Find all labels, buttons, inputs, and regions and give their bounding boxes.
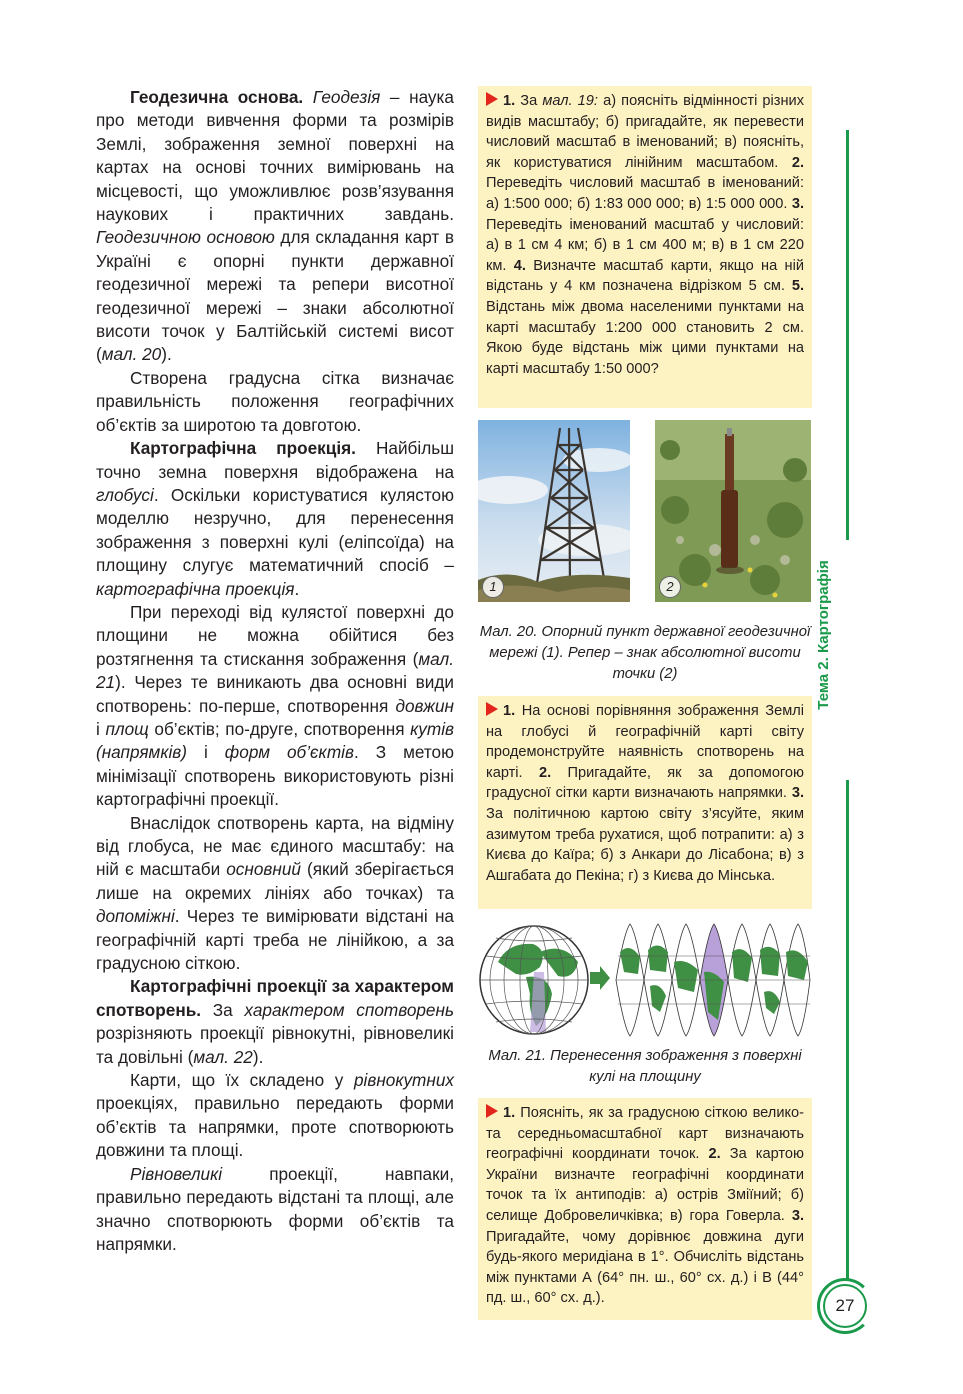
section-heading: Картографічна проекція. (130, 438, 356, 459)
side-divider-line-bottom (846, 780, 849, 1280)
figure-20-caption: Мал. 20. Опорний пункт державної геодезичної мережі (1). Репер – знак абсолютної висоти точки (2) (479, 624, 811, 682)
globe-to-map-figure (478, 922, 812, 1040)
paragraph-projection-types: Картографічні проекції за характером спотворень. За характером спотворень розрізняють проекції рівнокутні, рівновеликі та довільні (мал. 22). (96, 976, 454, 1067)
paragraph-grid: Створена градусна сітка визначає правильність положення географічних об’єктів за широтою та довготою. (96, 367, 454, 435)
photo-number-badge: 1 (482, 576, 504, 598)
play-marker-icon (486, 92, 498, 106)
figure-21-caption: Мал. 21. Перенесення зображення з поверхні кулі на площину (488, 1048, 802, 1085)
section-heading: Геодезична основа. (130, 87, 304, 107)
side-divider-line-top (846, 130, 849, 540)
main-text-column (96, 86, 454, 1256)
paragraph-scale: Внаслідок спотворень карта, на відміну від глобуса, не має єдиного масштабу: на ній є масштаби основний (який зберігається лише на окремих лініях або точках) та допоміжні. Через те вимірювати відстані на географічній карті треба не лінійкою, а за градусною сіткою. (96, 812, 454, 974)
questions-box-scale: 1. За мал. 19: а) поясніть відмінності різних видів масштабу; б) пригадайте, як перевести числовий масштаб в іменований; в) поясніть, як користуватися лінійним масштабом. 2. Переведіть числовий масштаб в іменований: а) 1:500 000; б) 1:83 000 000; в) 1:5 000 000. 3. Переведіть іменований масштаб у числовий: а) в 1 см 4 км; б) в 1 см 400 м; в) в 1 см 220 км. 4. Визначте масштаб карти, якщо на ній відстань у 4 км позначена відрізком 5 см. 5. Відстань між двома населеними пунктами на карті масштабу 1:200 000 становить 2 см. Якою буде відстань між цими пунктами на карті масштабу 1:50 000? (478, 86, 812, 408)
paragraph-conformal: Карти, що їх складено у рівнокутних проекціях, правильно передають форми об’єктів та напрямки, проте спотворюють довжини та площі. (96, 1070, 454, 1161)
page-number: 27 (823, 1284, 867, 1328)
photo-number-badge: 2 (659, 576, 681, 598)
chapter-side-tab: Тема 2. Картографія (815, 560, 832, 710)
paragraph-distortions: При переході від кулястої поверхні до площини не можна обійтися без розтягнення та стискання зображення (мал. 21). Через те виникають два основні види спотворень: по-перше, спотворення довжин і площ об’єктів; по-друге, спотворення кутів (напрямків) і форм об’єктів. З метою мінімізації спотворень використовують різні картографічні проекції. (96, 601, 455, 810)
play-marker-icon (486, 702, 498, 716)
paragraph-geodesic-basis: Геодезична основа. Геодезія – наука про методи вивчення форми та розмірів Землі, зображення земної поверхні на картах на основі точних вимірювань на місцевості, що уможливлює розв’язування наукових і практичних завдань. Геодезичною основою для складання карт в Україні є опорні пункти державної геодезичної мережі та репери висотної геодезичної мережі – знаки абсолютної висоти точок у Балтійській системі висот (мал. 20). (96, 87, 454, 365)
section-heading: Картографічні проекції за характером спотворень. (96, 976, 454, 1020)
questions-box-distortion: 1. На основі порівняння зображення Землі на глобусі й географічній карті світу продемонструйте наявність спотворень на карті. 2. Пригадайте, як за допомогою градусної сітки карти визначають напрямки. 3. За політичною картою світу з’ясуйте, яким азимутом треба рухатися, щоб потрапити: а) з Києва до Каїра; б) з Анкари до Лісабона; в) з Ашгабата до Пекіна; г) з Києва до Мінська. (478, 696, 812, 909)
globe-projection-image (478, 922, 812, 1040)
questions-box-coordinates: 1. Поясніть, як за градусною сіткою велико- та середньомасштабної карт визначають географічні координати точок. 2. За картою України визначте географічні координати точок та їх антиподів: а) острів Зміїний; б) селище Добровеличківка; в) гора Говерла. 3. Пригадайте, чому дорівнює довжина дуги будь-якого меридіана в 1°. Обчисліть відстань між пунктами А (64° пн. ш., 60° сх. д.) і В (44° пд. ш., 60° сх. д.). (478, 1098, 812, 1320)
play-marker-icon (486, 1104, 498, 1118)
benchmark-image (655, 420, 811, 602)
benchmark-photo (655, 420, 811, 602)
tower-image (478, 420, 630, 602)
paragraph-equal-area: Рівновеликі проекції, навпаки, правильно передають відстані та площі, але значно спотворюють форми об’єктів та напрямки. (96, 1163, 454, 1254)
paragraph-projection: Картографічна проекція. Найбільш точно земна поверхня відображена на глобусі. Оскільки користуватися кулястою моделлю незручно, для перенесення зображення з поверхні кулі (еліпсоїда) на площину слугує математичний спосіб – картографічна проекція. (96, 438, 454, 599)
geodetic-tower-photo (478, 420, 630, 602)
